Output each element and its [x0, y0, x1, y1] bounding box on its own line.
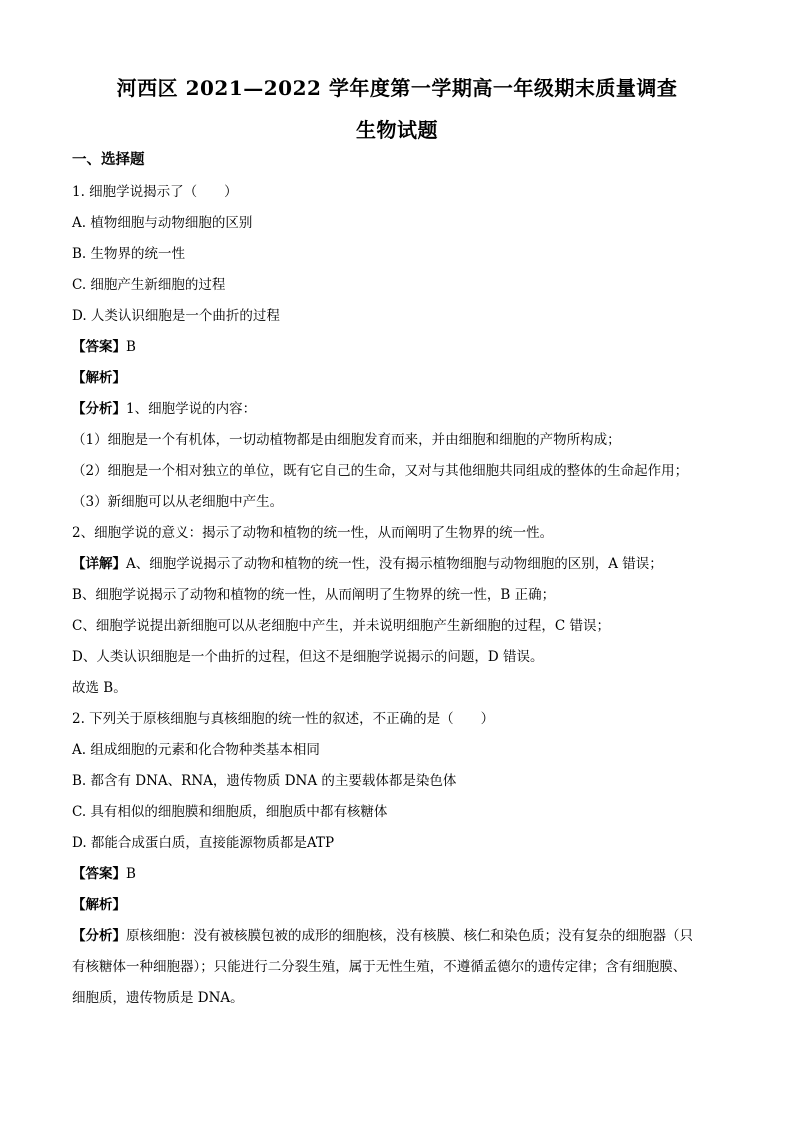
q1-option-a: A. 植物细胞与动物细胞的区别 — [72, 215, 253, 231]
q1-fenxi — [72, 399, 256, 419]
fenxi-tag: 【分析】 — [72, 928, 126, 944]
document-title: 河西区 2021—2022 学年度第一学期高一年级期末质量调查 — [116, 76, 678, 100]
q2-fenxi-3: 细胞质，遗传物质是 DNA。 — [72, 990, 244, 1006]
q1-xiangjie — [72, 554, 663, 574]
fenxi-tag: 【分析】 — [72, 401, 126, 417]
q1-option-b: B. 生物界的统一性 — [72, 246, 186, 262]
q2-answer — [72, 864, 136, 884]
fenxi-text: 原核细胞：没有被核膜包被的成形的细胞核，没有核膜、核仁和染色质；没有复杂的细胞器（只 — [126, 928, 693, 944]
answer-value: B — [126, 339, 136, 355]
q1-content-3: （3）新细胞可以从老细胞中产生。 — [72, 494, 284, 510]
q1-content-1: （1）细胞是一个有机体，一切动植物都是由细胞发育而来，并由细胞和细胞的产物所构成； — [72, 432, 621, 448]
q2-option-c: C. 具有相似的细胞膜和细胞质，细胞质中都有核糖体 — [72, 804, 388, 820]
section-heading: 一、选择题 — [72, 151, 145, 168]
fenxi-text: 1、细胞学说的内容： — [126, 401, 257, 417]
q2-analysis-tag: 【解析】 — [72, 897, 126, 913]
q2-option-a: A. 组成细胞的元素和化合物种类基本相同 — [72, 742, 320, 758]
q1-detail-c: C、细胞学说提出新细胞可以从老细胞中产生，并未说明细胞产生新细胞的过程，C 错误； — [72, 618, 610, 634]
q1-detail-d: D、人类认识细胞是一个曲折的过程，但这不是细胞学说揭示的问题，D 错误。 — [72, 649, 544, 665]
q1-stem: 1. 细胞学说揭示了（ ） — [72, 184, 238, 200]
q1-detail-b: B、细胞学说揭示了动物和植物的统一性，从而阐明了生物界的统一性，B 正确； — [72, 587, 556, 603]
q2-option-d: D. 都能合成蛋白质，直接能源物质都是ATP — [72, 835, 335, 851]
answer-value: B — [126, 866, 136, 882]
q1-conclusion: 故选 B。 — [72, 680, 127, 696]
xiangjie-text: A、细胞学说揭示了动物和植物的统一性，没有揭示植物细胞与动物细胞的区别，A 错误； — [126, 556, 663, 572]
q2-stem: 2. 下列关于原核细胞与真核细胞的统一性的叙述，不正确的是（ ） — [72, 711, 495, 727]
answer-tag: 【答案】 — [72, 339, 126, 355]
q1-answer — [72, 337, 136, 357]
q1-analysis-tag: 【解析】 — [72, 370, 126, 386]
document-subtitle: 生物试题 — [356, 118, 438, 142]
q2-fenxi-2: 有核糖体一种细胞器）；只能进行二分裂生殖，属于无性生殖，不遵循孟德尔的遗传定律；含有细胞膜、 — [72, 959, 687, 975]
answer-tag: 【答案】 — [72, 866, 126, 882]
q1-significance: 2、细胞学说的意义：揭示了动物和植物的统一性，从而阐明了生物界的统一性。 — [72, 525, 554, 541]
q2-option-b: B. 都含有 DNA、RNA，遗传物质 DNA 的主要载体都是染色体 — [72, 773, 457, 789]
xiangjie-tag: 【详解】 — [72, 556, 126, 572]
q2-fenxi-1 — [72, 926, 693, 946]
q1-option-d: D. 人类认识细胞是一个曲折的过程 — [72, 308, 280, 324]
q1-option-c: C. 细胞产生新细胞的过程 — [72, 277, 226, 293]
q1-content-2: （2）细胞是一个相对独立的单位，既有它自己的生命，又对与其他细胞共同组成的整体的生命起作用； — [72, 463, 689, 479]
